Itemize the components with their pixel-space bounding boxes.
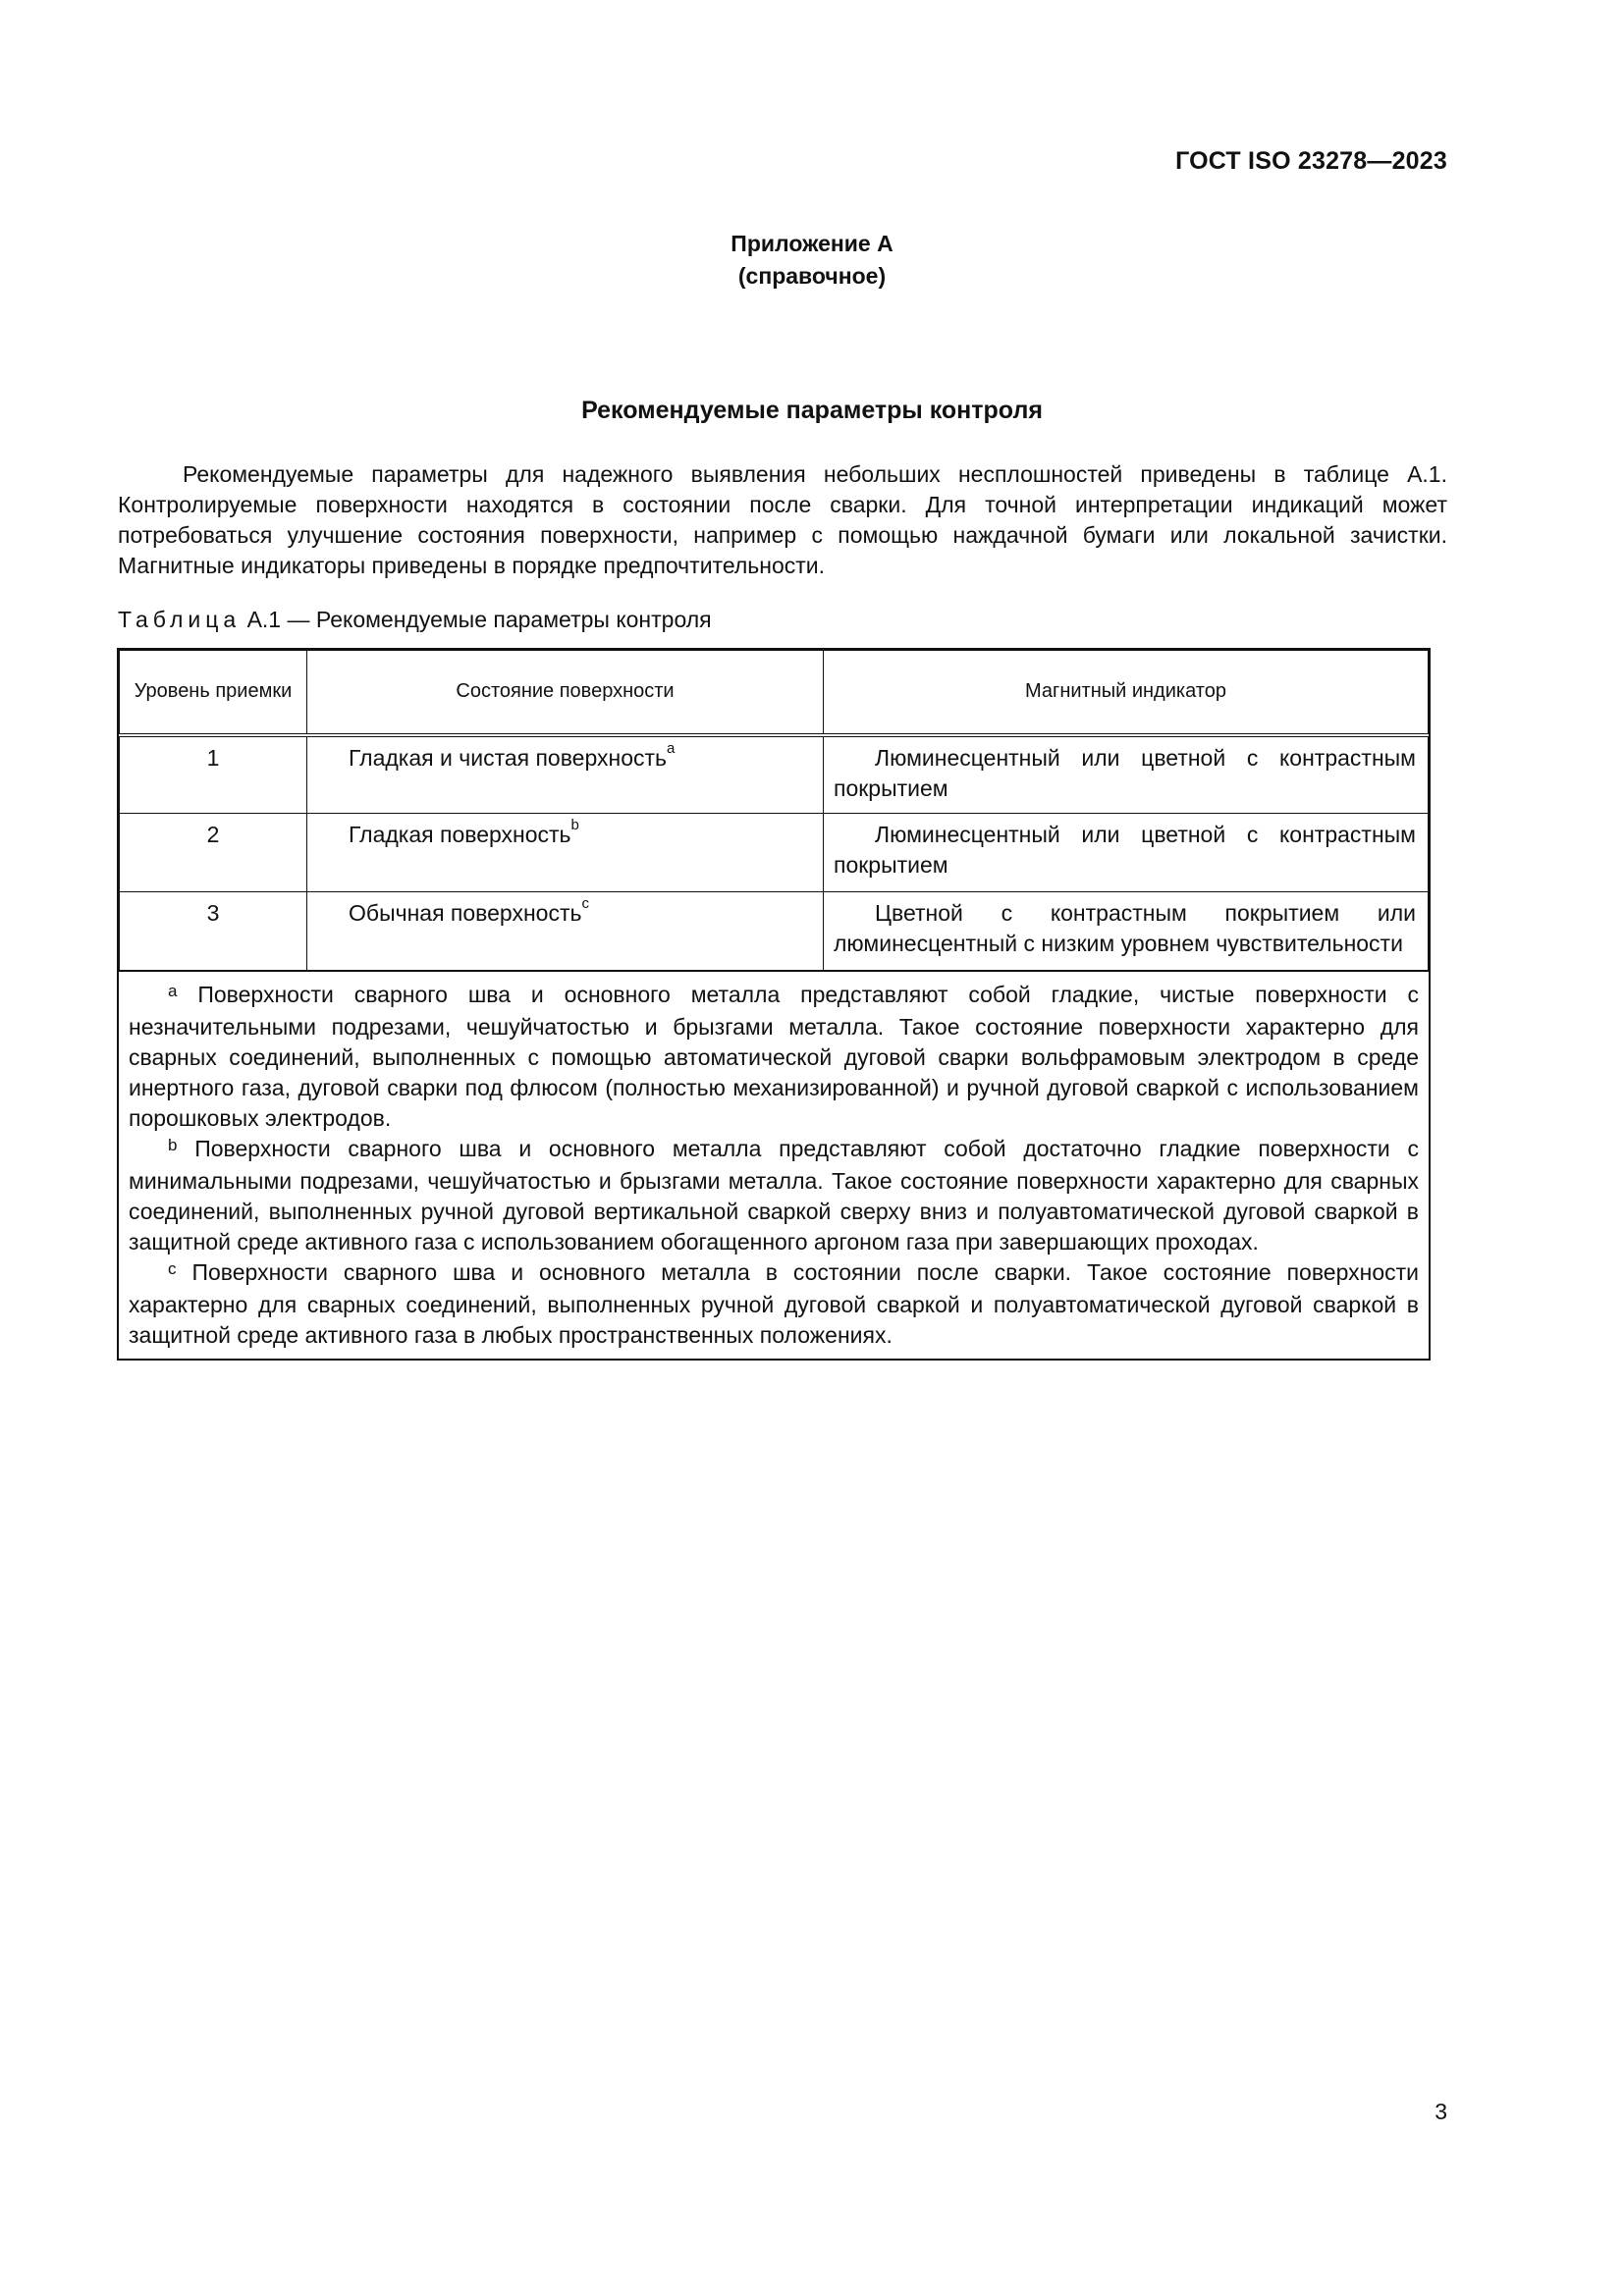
cell-level: 1 [120, 735, 307, 814]
footnote-ref: c [581, 895, 589, 913]
annex-title: Приложение А [731, 231, 893, 256]
annex-heading [0, 228, 1624, 293]
footnote-ref: a [667, 739, 676, 757]
parameters-table-grid [119, 650, 1429, 971]
cell-condition [307, 892, 824, 971]
intro-paragraph: Рекомендуемые параметры для надежного выявления небольших несплошностей приведены в таблице А.1. Контролируемые поверхности находятся в состоянии после сварки. Для точной интерпретации индикаций может потребоваться улучшение состояния поверхности, например с помощью наждачной бумаги или локальной зачистки. Магнитные индикаторы приведены в порядке предпочтительности. [118, 461, 1447, 578]
footnote-text: Поверхности сварного шва и основного металла представляют собой гладкие, чистые поверхности с незначительными подрезами, чешуйчатостью и брызгами металла. Такое состояние поверхности характерно для сварных соединений, выполненных с помощью автоматической дуговой сварки вольфрамовым электродом в среде инертного газа, дуговой сварки под флюсом (полностью механизированной) и ручной дуговой сваркой с использованием порошковых электродов. [129, 982, 1419, 1131]
footnote-text: Поверхности сварного шва и основного металла представляют собой достаточно гладкие поверхности с минимальными подрезами, чешуйчатостью и брызгами металла. Такое состояние поверхности характерно для сварных соединений, выполненных ручной дуговой вертикальной сваркой сверху вниз и полуавтоматической дуговой сваркой в защитной среде активного газа с использованием обогащенного аргоном газа при завершающих проходах. [129, 1136, 1419, 1255]
condition-text: Обычная поверхность [349, 900, 582, 926]
table-header-row [120, 651, 1429, 735]
cell-indicator: Цветной с контрастным покрытием или люминесцентный с низким уровнем чувствительности [824, 892, 1429, 971]
table-caption-word: Таблица [118, 607, 242, 632]
header-indicator: Магнитный индикатор [824, 651, 1429, 735]
footnote-b [129, 1134, 1419, 1257]
condition-text: Гладкая поверхность [349, 822, 571, 847]
condition-text: Гладкая и чистая поверхность [349, 744, 668, 771]
section-title: Рекомендуемые параметры контроля [581, 397, 1043, 424]
table-row [120, 735, 1429, 814]
cell-condition [307, 814, 824, 892]
footnote-mark: a [168, 982, 178, 1000]
footnote-mark: b [168, 1136, 178, 1154]
cell-condition [307, 735, 824, 814]
document-code: ГОСТ ISO 23278—2023 [1175, 147, 1447, 175]
annex-subtitle: (справочное) [737, 263, 887, 289]
footnote-c [129, 1257, 1419, 1351]
footnote-a [129, 980, 1419, 1134]
header-level: Уровень приемки [120, 651, 307, 735]
cell-indicator: Люминесцентный или цветной с контрастным покрытием [824, 735, 1429, 814]
table-caption-text: А.1 — Рекомендуемые параметры контроля [241, 607, 712, 632]
cell-indicator: Люминесцентный или цветной с контрастным покрытием [824, 814, 1429, 892]
header-condition: Состояние поверхности [307, 651, 824, 735]
table-footnotes [119, 971, 1429, 1359]
cell-level: 3 [120, 892, 307, 971]
cell-level: 2 [120, 814, 307, 892]
parameters-table [117, 648, 1431, 1361]
footnote-mark: c [168, 1259, 177, 1278]
footnote-text: Поверхности сварного шва и основного металла в состоянии после сварки. Такое состояние поверхности характерно для сварных соединений, выполненных ручной дуговой сваркой и полуавтоматической дуговой сваркой в защитной среде активного газа в любых пространственных положениях. [129, 1259, 1419, 1348]
footnote-ref: b [570, 817, 579, 834]
table-row [120, 892, 1429, 971]
table-row [120, 814, 1429, 892]
page-number: 3 [1435, 2099, 1447, 2124]
table-caption [118, 607, 712, 633]
